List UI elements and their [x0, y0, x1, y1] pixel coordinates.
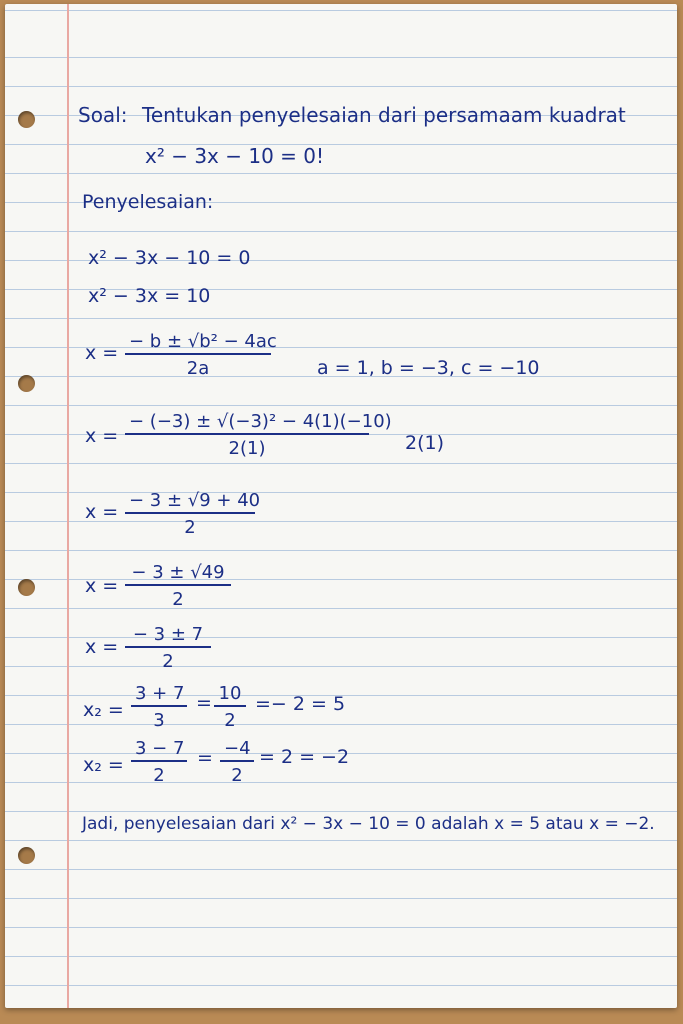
- conclusion: Jadi, penyelesaian dari x² − 3x − 10 = 0 adalah x = 5 atau x = −2.: [82, 814, 655, 834]
- formula-fraction: [125, 331, 277, 379]
- r2-numerator: 3 − 7: [131, 738, 187, 762]
- s3-denominator: 2: [184, 517, 196, 538]
- s3-fraction: [125, 490, 261, 538]
- r2-equals: =: [197, 747, 213, 769]
- sub-numerator: − (−3) ± √(−3)² − 4(1)(−10): [125, 411, 369, 435]
- sub-lhs: x =: [85, 425, 119, 447]
- s5-fraction: [125, 624, 211, 672]
- notebook-paper: [5, 4, 677, 1008]
- r1-lhs: x₂ =: [83, 699, 124, 721]
- s4-lhs: x =: [85, 575, 119, 597]
- sub-aside: 2(1): [405, 432, 445, 454]
- s3-numerator: − 3 ± √9 + 40: [125, 490, 255, 514]
- sub-fraction: [125, 411, 392, 459]
- soal-question: Tentukan penyelesaian dari persamaam kuadrat: [142, 103, 626, 127]
- r2-denominator-2: 2: [231, 765, 243, 786]
- s5-numerator: − 3 ± 7: [125, 624, 211, 648]
- penyelesaian-label: Penyelesaian:: [82, 191, 214, 213]
- margin-line: [67, 4, 69, 1008]
- soal-label: Soal:: [78, 103, 128, 127]
- sub-denominator: 2(1): [228, 438, 266, 459]
- punch-hole: [18, 375, 35, 392]
- s5-denominator: 2: [162, 651, 174, 672]
- r1-fraction-2: [214, 683, 246, 731]
- r1-tail: =− 2 = 5: [255, 693, 346, 715]
- step-line-2: x² − 3x = 10: [88, 285, 211, 307]
- r1-numerator-2: 10: [214, 683, 246, 707]
- r2-fraction: [131, 738, 187, 786]
- s4-numerator: − 3 ± √49: [125, 562, 231, 586]
- s4-denominator: 2: [172, 589, 184, 610]
- r2-tail: = 2 = −2: [259, 746, 350, 768]
- s4-fraction: [125, 562, 231, 610]
- r1-denominator-2: 2: [224, 710, 236, 731]
- step-line-1: x² − 3x − 10 = 0: [88, 247, 251, 269]
- punch-hole: [18, 847, 35, 864]
- punch-hole: [18, 579, 35, 596]
- soal-equation: x² − 3x − 10 = 0!: [145, 144, 325, 168]
- r2-numerator-2: −4: [220, 738, 254, 762]
- r1-numerator: 3 + 7: [131, 683, 187, 707]
- s3-lhs: x =: [85, 501, 119, 523]
- s5-lhs: x =: [85, 636, 119, 658]
- coefficients: a = 1, b = −3, c = −10: [317, 357, 540, 379]
- formula-numerator: − b ± √b² − 4ac: [125, 331, 271, 355]
- formula-denominator: 2a: [186, 358, 210, 379]
- punch-hole: [18, 111, 35, 128]
- r1-fraction: [131, 683, 187, 731]
- r1-equals: =: [196, 692, 212, 714]
- formula-lhs: x =: [85, 342, 119, 364]
- r2-fraction-2: [220, 738, 254, 786]
- r1-denominator: 3: [153, 710, 165, 731]
- r2-denominator: 2: [153, 765, 165, 786]
- r2-lhs: x₂ =: [83, 754, 124, 776]
